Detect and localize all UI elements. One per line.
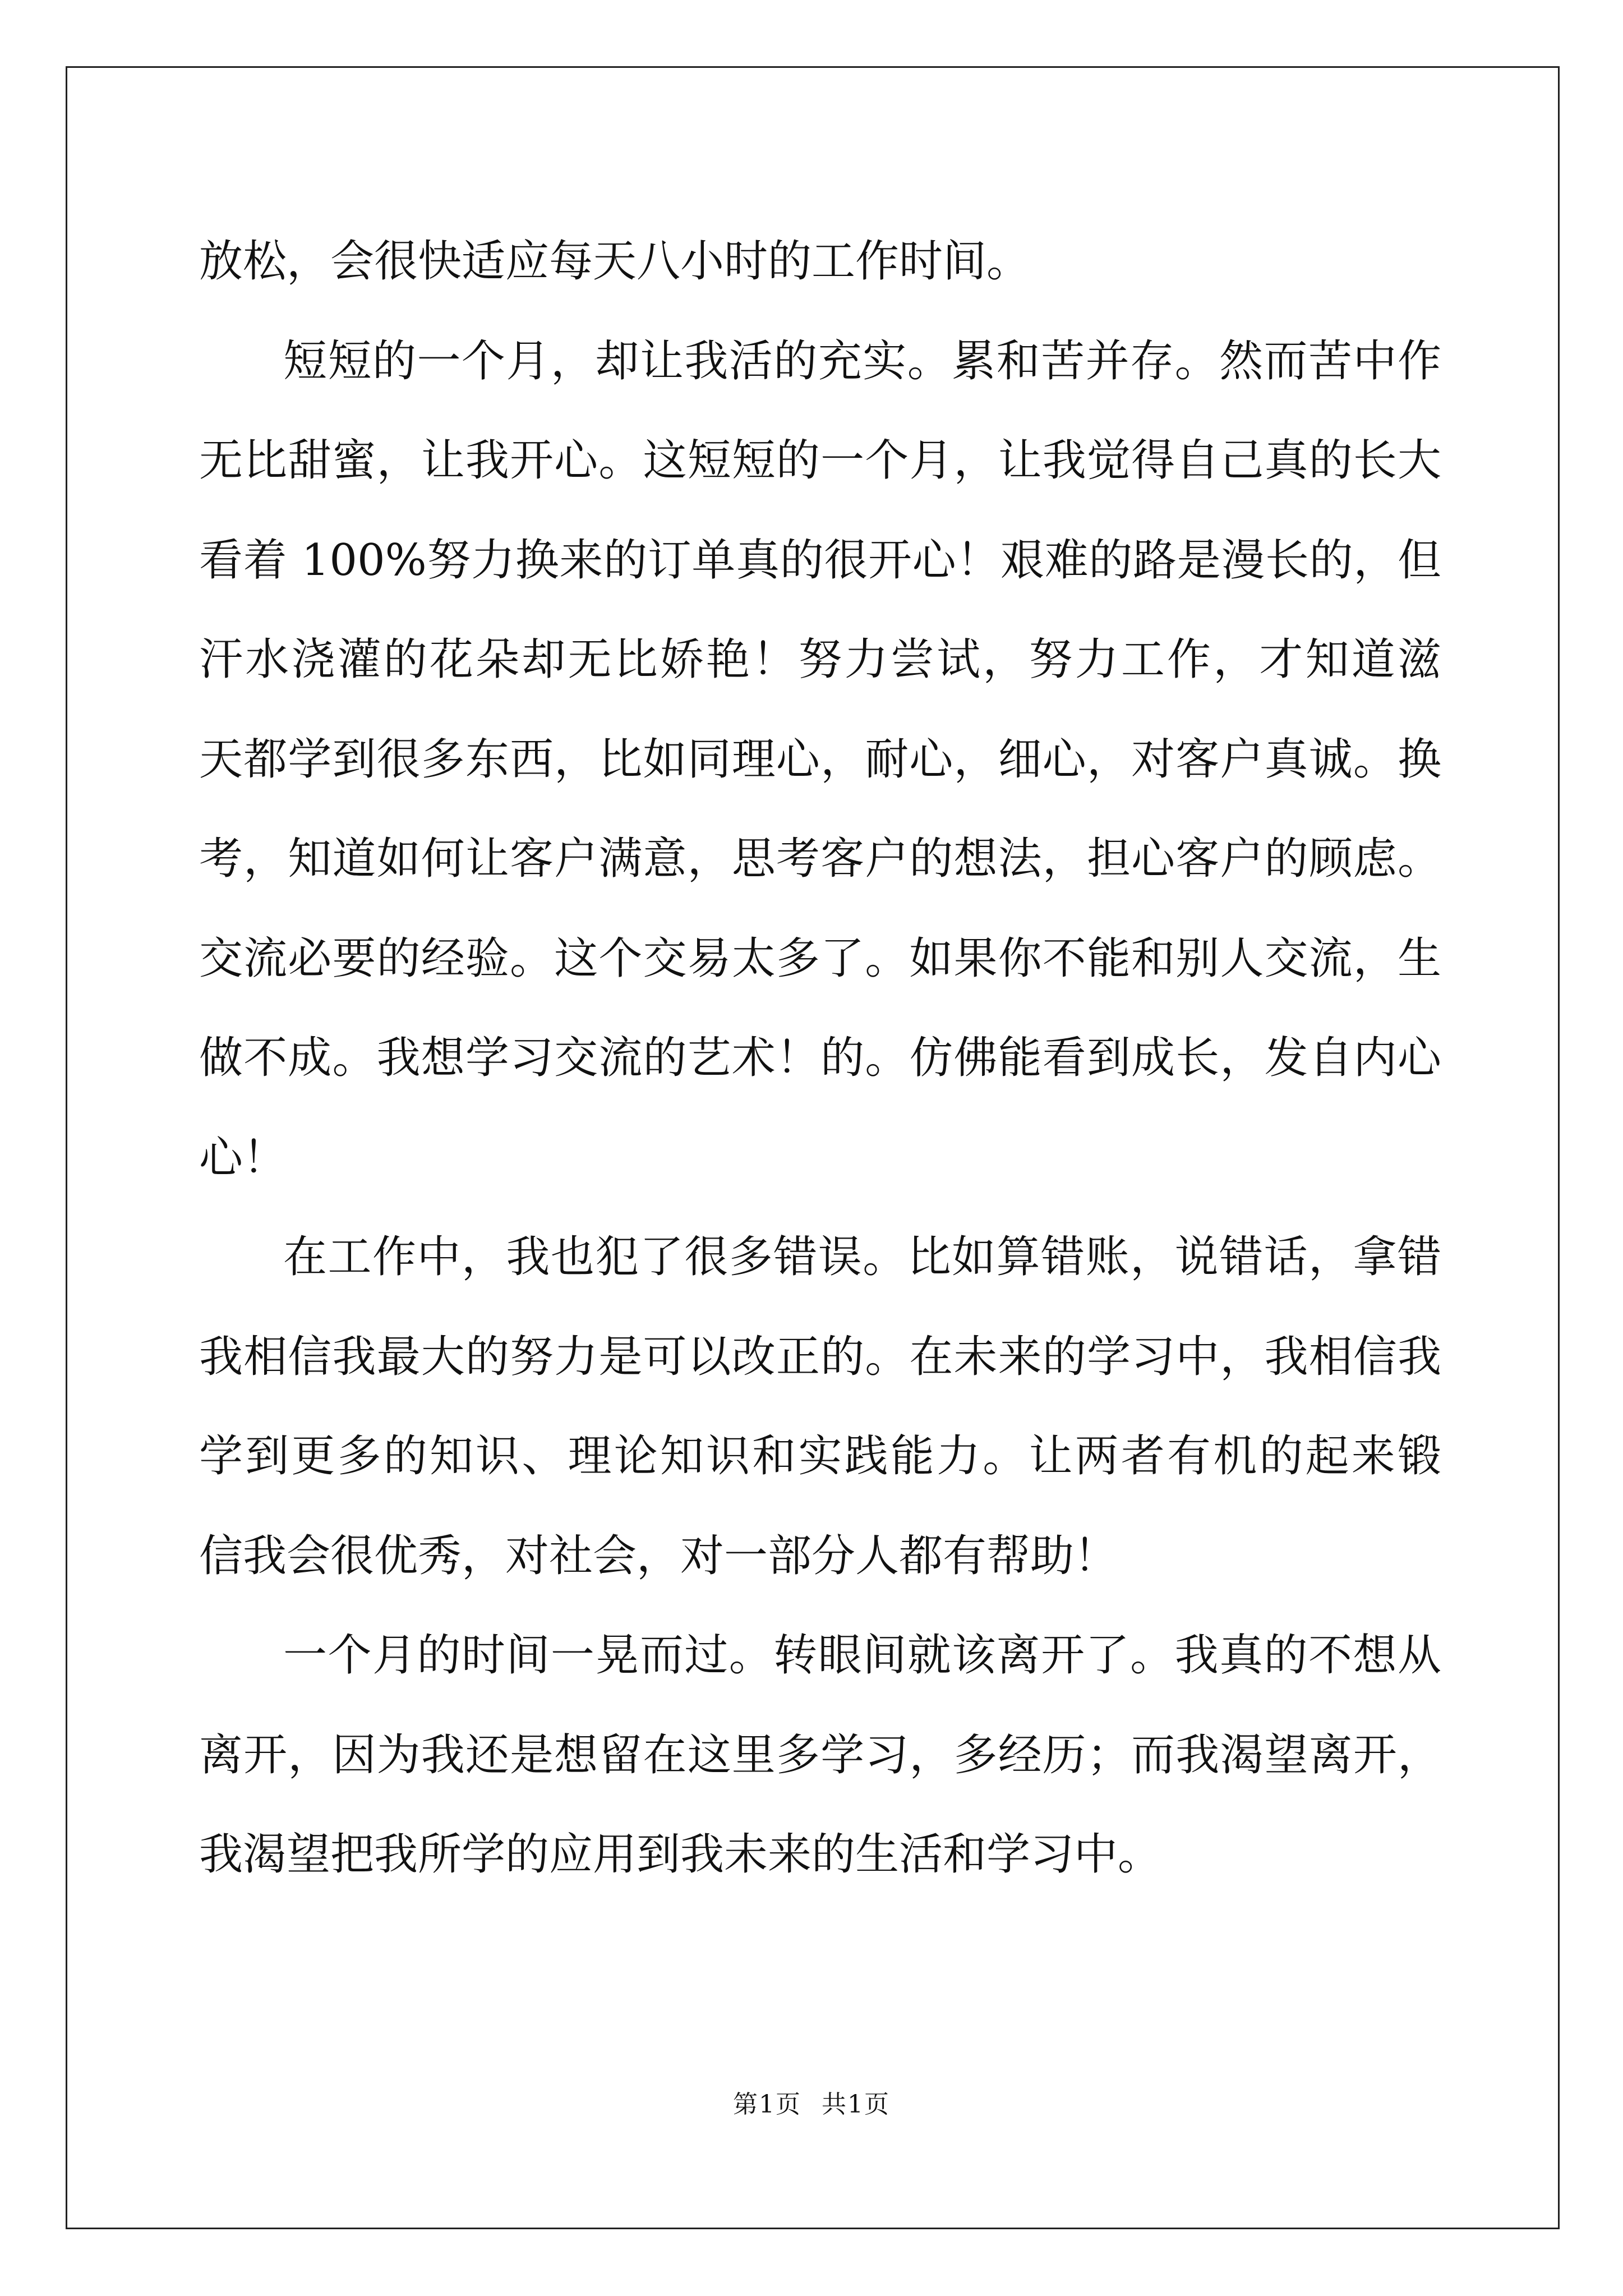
text-line: 学到更多的知识、理论知识和实践能力。让两者有机的起来锻 [199,1431,1441,1481]
text-line: 离开，因为我还是想留在这里多学习，多经历；而我渴望离开， [199,1729,1441,1780]
text-line: 我相信我最大的努力是可以改正的。在未来的学习中，我相信我 [199,1331,1441,1382]
text-line: 汗水浇灌的花朵却无比娇艳！努力尝试，努力工作，才知道滋 [199,634,1441,685]
text-line: 考，知道如何让客户满意，思考客户的想法，担心客户的顾虑。 [199,834,1441,884]
text-line: 看着 100%努力换来的订单真的很开心！艰难的路是漫长的，但 [199,535,1441,586]
text-line: 一个月的时间一晃而过。转眼间就该离开了。我真的不想从 [283,1630,1441,1681]
page-number: 第1页 [733,2090,801,2119]
text-line: 放松，会很快适应每天八小时的工作时间。 [199,236,1031,287]
page-footer [0,2084,1623,2120]
text-line: 我渴望把我所学的应用到我未来的生活和学习中。 [199,1829,1162,1880]
text-line: 短短的一个月，却让我活的充实。累和苦并存。然而苦中作 [283,335,1441,386]
text-line: 做不成。我想学习交流的艺术！的。仿佛能看到成长，发自内心 [199,1033,1441,1083]
document-body [199,212,1441,1905]
text-line: 无比甜蜜，让我开心。这短短的一个月，让我觉得自己真的长大 [199,435,1441,486]
text-line: 信我会很优秀，对社会，对一部分人都有帮助！ [199,1530,1118,1581]
text-line: 在工作中，我也犯了很多错误。比如算错账，说错话，拿错 [283,1232,1441,1282]
text-line: 交流必要的经验。这个交易太多了。如果你不能和别人交流，生 [199,933,1441,984]
text-line: 心！ [199,1132,287,1183]
text-line: 天都学到很多东西，比如同理心，耐心，细心，对客户真诚。换 [199,734,1441,785]
page-total: 共1页 [822,2090,890,2119]
